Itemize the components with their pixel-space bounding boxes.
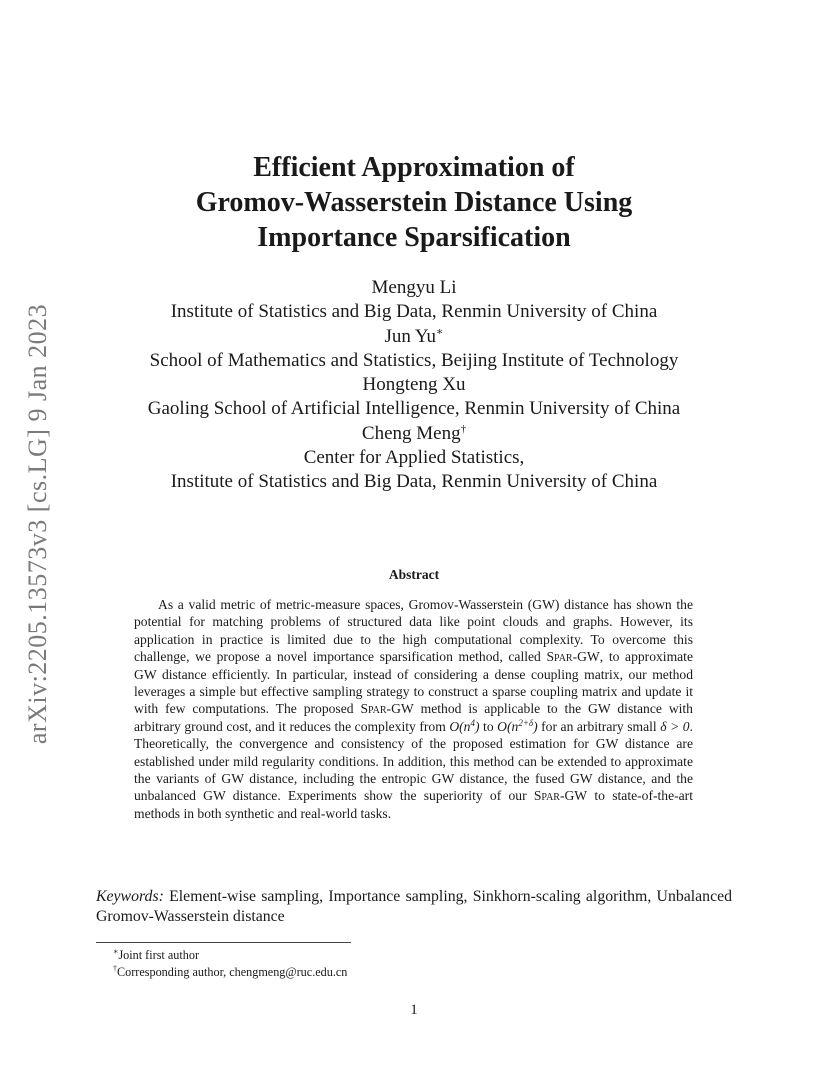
title-line: Efficient Approximation of: [253, 152, 575, 183]
method-name: Spar-GW: [546, 649, 600, 665]
title-line: Importance Sparsification: [257, 222, 571, 253]
keywords: Keywords: Element-wise sampling, Importance sampling, Sinkhorn-scaling algorithm, Unbalanced Gromov-Wasserstein distance: [96, 888, 732, 925]
abstract-text: As a valid metric of metric-measure spaces, Gromov-Wasserstein (GW) distance has shown the potential for matching problems of structured data like point clouds and graphs. However, its application in practice is limited due to the high computational complexity. To overcome this challenge, we propose a novel importance sparsification method, called Spar-GW, to approximate GW distance efficiently. In particular, instead of considering a dense coupling matrix, our method leverages a simple but effective sampling strategy to construct a sparse coupling matrix and update it with few computations. The proposed Spar-GW method is applicable to the GW distance with arbitrary ground cost, and it reduces the complexity from $O(n^4)$ to $O(n^{2+\delta})$ for an arbitrary small δ > 0. Theoretically, the convergence and consistency of the proposed estimation for GW distance are established under mild regularity conditions. In addition, this method can be extended to approximate the variants of GW distance, including the entropic GW distance, the fused GW distance, and the unbalanced GW distance. Experiments show the superiority of our Spar-GW to state-of-the-art methods in both synthetic and real-world tasks.: [134, 597, 693, 821]
arxiv-identifier: arXiv:2205.13573v3 [cs.LG] 9 Jan 2023: [23, 303, 52, 745]
math-expression: $O(n^{2+\delta})$: [497, 717, 538, 734]
author-name: Jun Yu∗: [384, 325, 444, 347]
author-name: Hongteng Xu: [362, 374, 466, 396]
footnote: ∗Joint first author: [113, 947, 200, 962]
footnote-divider: [96, 942, 351, 943]
keywords-label: Keywords:: [96, 888, 164, 905]
author-name: Cheng Meng†: [361, 422, 467, 444]
paper-title: [0, 150, 828, 255]
footnote: †Corresponding author, chengmeng@ruc.edu.cn: [113, 963, 348, 979]
author-block: [0, 276, 828, 495]
footnotes: [113, 947, 347, 980]
author-affiliation: Institute of Statistics and Big Data, Renmin University of China: [170, 471, 658, 493]
abstract-heading: Abstract: [388, 567, 440, 582]
author-affiliation: Gaoling School of Artificial Intelligence, Renmin University of China: [147, 398, 681, 420]
method-name: Spar-GW: [360, 701, 414, 717]
math-expression: $O(n^4)$: [449, 717, 480, 734]
footnote-mark: †: [460, 422, 467, 435]
method-name: Spar-GW: [533, 788, 588, 804]
title-line: Gromov-Wasserstein Distance Using: [195, 187, 633, 218]
author-affiliation: Institute of Statistics and Big Data, Renmin University of China: [170, 301, 658, 323]
author-affiliation: Center for Applied Statistics,: [303, 447, 525, 469]
footnote-mark: ∗: [436, 325, 444, 338]
page-number: 1: [410, 1002, 418, 1018]
author-affiliation: School of Mathematics and Statistics, Beijing Institute of Technology: [149, 349, 679, 371]
author-name: Mengyu Li: [371, 277, 457, 298]
math-expression: δ > 0: [660, 718, 690, 734]
